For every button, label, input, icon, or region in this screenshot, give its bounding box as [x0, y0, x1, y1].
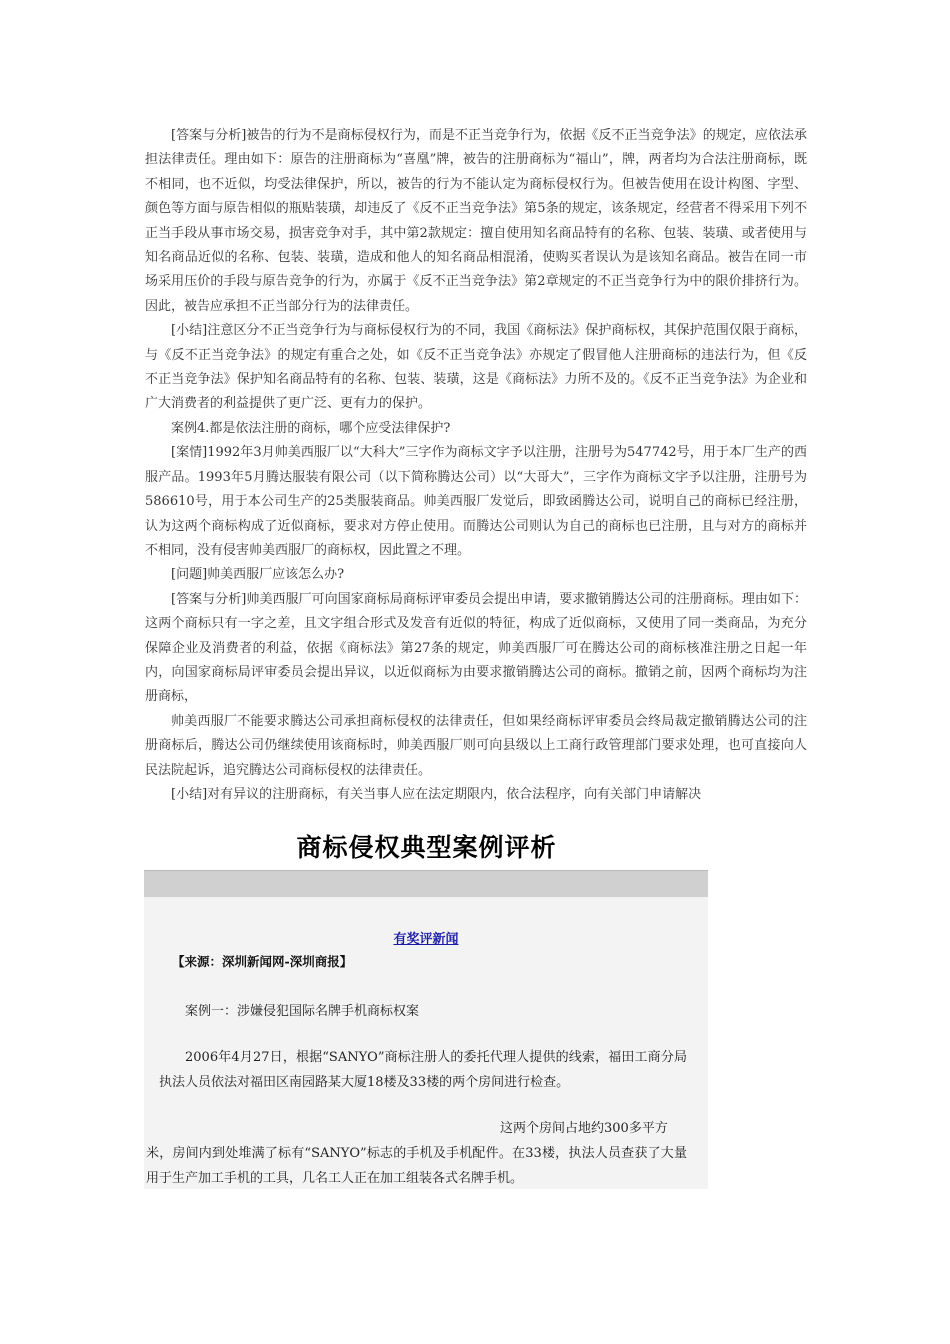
article-paragraph-1: 2006年4月27日，根据“SANYO”商标注册人的委托代理人提供的线索，福田工商分局执法人员依法对福田区南园路某大厦18楼及33楼的两个房间进行检查。 [159, 1050, 687, 1090]
answer-analysis-paragraph-2: [答案与分析]帅美西服厂可向国家商标局商标评审委员会提出申请，要求撤销腾达公司的注册商标。理由如下：这两个商标只有一字之差，且文字组合形式及发音有近似的特征，构成了近似商标，又使用了同一类商品，为充分保障企业及消费者的利益，依据《商标法》第27条的规定，帅美西服厂可在腾达公司的商标核准注册之日起一年内，向国家商标局评审委员会提出异议，以近似商标为由要求撤销腾达公司的商标。撤销之前，因两个商标均为注册商标， [145, 591, 807, 705]
article-paragraph-2: 米，房间内到处堆满了标有“SANYO”标志的手机及手机配件。在33楼，执法人员查获了大量用于生产加工手机的工具，几名工人正在加工组装各式名牌手机。 [146, 1146, 687, 1186]
summary-paragraph-2: [小结]对有异议的注册商标，有关当事人应在法定期限内，依合法程序，向有关部门申请解决 [171, 786, 702, 802]
upper-text-block [145, 124, 807, 807]
summary-paragraph: [小结]注意区分不正当竞争行为与商标侵权行为的不同，我国《商标法》保护商标权，其保护范围仅限于商标，与《反不正当竞争法》的规定有重合之处，如《反不正当竞争法》亦规定了假冒他人注册商标的违法行为，但《反不正当竞争法》保护知名商品特有的名称、包装、装璜，这是《商标法》力所不及的。《反不正当竞争法》为企业和广大消费者的利益提供了更广泛、更有力的保护。 [145, 323, 807, 412]
header-bar [144, 870, 708, 897]
source-line: 【来源：深圳新闻网-深圳商报】 [172, 954, 353, 969]
question-paragraph: [问题]帅美西服厂应该怎么办? [171, 567, 345, 583]
news-comment-link[interactable]: 有奖评新闻 [393, 932, 459, 947]
answer-analysis-paragraph: [答案与分析]被告的行为不是商标侵权行为，而是不正当竞争行为，依据《反不正当竞争法》的规定，应依法承担法律责任。理由如下：原告的注册商标为“喜凰”牌，被告的注册商标为“福山”，牌，两者均为合法注册商标，既不相同，也不近似，均受法律保护，所以，被告的行为不能认定为商标侵权行为。但被告使用在设计构图、字型、颜色等方面与原告相似的瓶贴装璜，却违反了《反不正当竞争法》第5条的规定，该条规定，经营者不得采用下列不正当手段从事市场交易，损害竞争对手，其中第2款规定：擅自使用知名商品特有的名称、包装、装璜、或者使用与知名商品近似的名称、包装、装璜，造成和他人的知名商品相混淆，使购买者误认为是该知名商品。被告在同一市场采用压价的手段与原告竞争的行为，亦属于《反不正当竞争法》第2章规定的不正当竞争行为中的限价排挤行为。因此，被告应承担不正当部分行为的法律责任。 [145, 128, 807, 314]
continuation-paragraph: 帅美西服厂不能要求腾达公司承担商标侵权的法律责任，但如果经商标评审委员会终局裁定撤销腾达公司的注册商标后，腾达公司仍继续使用该商标时，帅美西服厂则可向县级以上工商行政管理部门要求处理，也可直接向人民法院起诉，追究腾达公司商标侵权的法律责任。 [145, 713, 807, 778]
case1-title: 案例一：涉嫌侵犯国际名牌手机商标权案 [185, 1004, 420, 1019]
article-paragraph-2-start: 这两个房间占地约300多平方 [500, 1121, 668, 1136]
case4-title: 案例4.都是依法注册的商标，哪个应受法律保护? [171, 420, 451, 436]
case-facts-paragraph: [案情]1992年3月帅美西服厂以“大科大”三字作为商标文字予以注册，注册号为547742号，用于本厂生产的西服产品。1993年5月腾达服装有限公司（以下简称腾达公司）以“大哥大”，三字作为商标文字予以注册，注册号为586610号，用于本公司生产的25类服装商品。帅美西服厂发觉后，即致函腾达公司，说明自己的商标已经注册，认为这两个商标构成了近似商标，要求对方停止使用。而腾达公司则认为自己的商标也已注册，且与对方的商标并不相同，没有侵害帅美西服厂的商标权，因此置之不理。 [145, 445, 807, 558]
page-heading: 商标侵权典型案例评析 [296, 833, 557, 862]
